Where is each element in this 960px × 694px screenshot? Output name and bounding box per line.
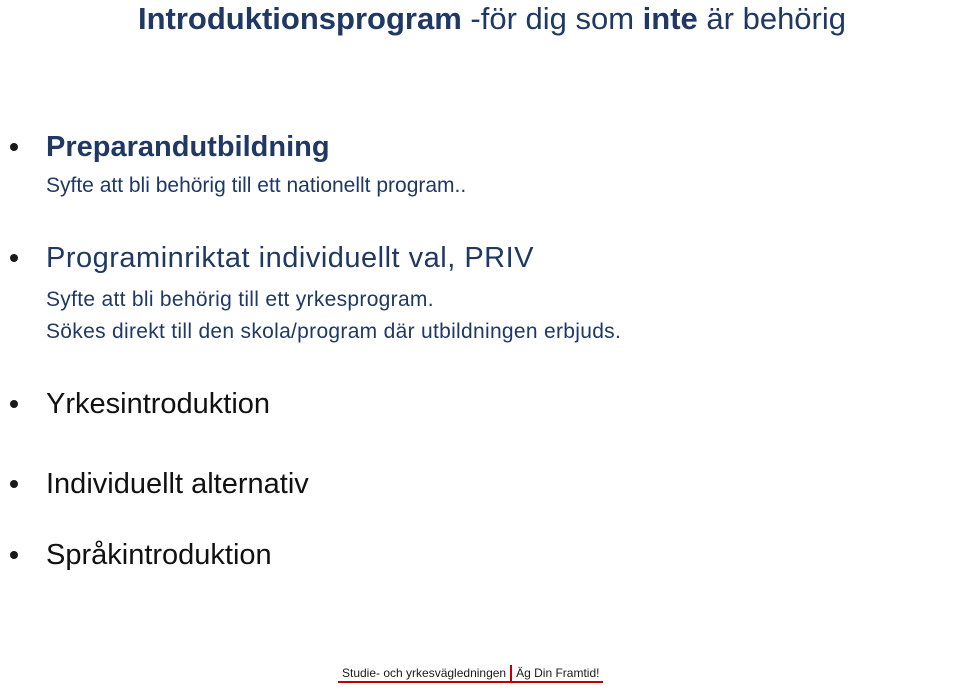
bullet-icon: [10, 143, 18, 151]
item-heading: Individuellt alternativ: [46, 468, 309, 500]
page-title: [138, 0, 846, 38]
bullet-icon: [10, 480, 18, 488]
footer-slogan: Äg Din Framtid!: [510, 665, 603, 683]
item-heading: Preparandutbildning: [46, 131, 330, 163]
item-heading: Yrkesintroduktion: [46, 388, 271, 420]
footer-organization: Studie- och yrkesvägledningen: [338, 665, 510, 683]
footer-logo: [338, 665, 603, 687]
item-description: Syfte att bli behörig till ett nationellt program..: [46, 174, 467, 197]
item-description: Syfte att bli behörig till ett yrkesprogram.: [46, 288, 434, 311]
title-connector: -för dig som: [461, 1, 643, 36]
title-end: är behörig: [697, 1, 847, 36]
bullet-icon: [10, 551, 18, 559]
bullet-icon: [10, 400, 18, 408]
item-heading: Språkintroduktion: [46, 539, 272, 571]
item-heading: Programinriktat individuellt val, PRIV: [46, 242, 535, 274]
title-main: Introduktionsprogram: [138, 1, 462, 36]
title-emphasis: inte: [642, 1, 698, 36]
bullet-icon: [10, 254, 18, 262]
item-description: Sökes direkt till den skola/program där utbildningen erbjuds.: [46, 320, 622, 343]
